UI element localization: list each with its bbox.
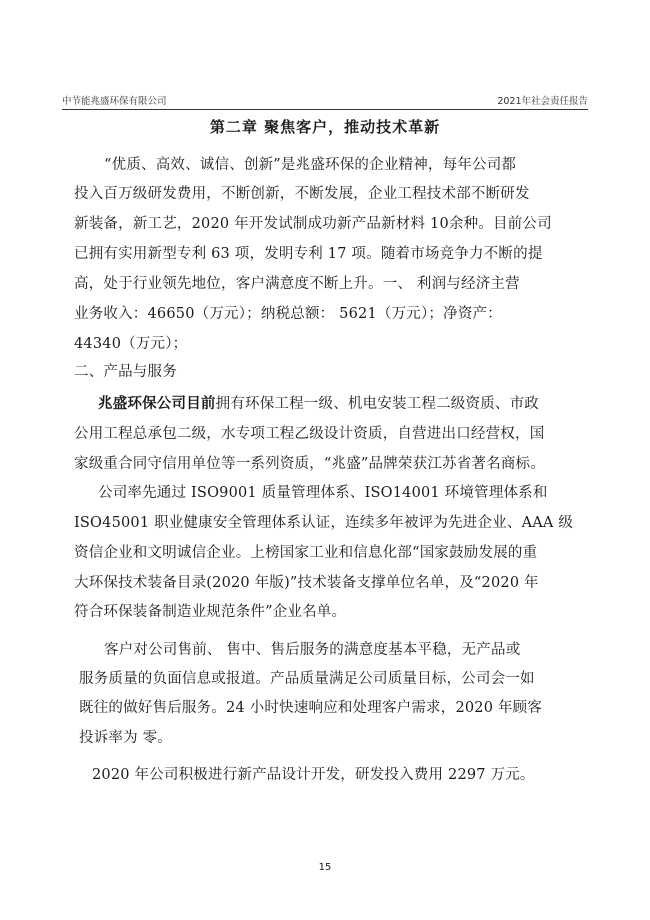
paragraph-line: 家级重合同守信用单位等一系列资质，“兆盛”品牌荣获江苏省著名商标。 bbox=[74, 456, 545, 472]
paragraph-line: 已拥有实用新型专利 63 项，发明专利 17 项。随着市场竞争力不断的提 bbox=[74, 246, 543, 262]
page-header bbox=[62, 93, 588, 110]
company-name-bold: 兆盛环保公司目前 bbox=[98, 395, 216, 412]
page-number: 15 bbox=[318, 862, 332, 873]
paragraph-line: 资信企业和文明诚信企业。上榜国家工业和信息化部“国家鼓励发展的重 bbox=[74, 545, 538, 561]
paragraph-line: 投入百万级研发费用，不断创新，不断发展，企业工程技术部不断研发 bbox=[74, 186, 530, 202]
chapter-title: 第二章 聚焦客户，推动技术革新 bbox=[209, 118, 441, 136]
paragraph-line: 服务质量的负面信息或报道。产品质量满足公司质量目标，公司会一如 bbox=[79, 671, 535, 687]
paragraph-line: “优质、高效、诚信、创新”是兆盛环保的企业精神，每年公司都 bbox=[104, 157, 517, 173]
paragraph-line bbox=[98, 392, 539, 413]
header-report-title: 2021年社会责任报告 bbox=[497, 96, 588, 107]
paragraph-line: 高，处于行业领先地位，客户满意度不断上升。一、 利润与经济主营 bbox=[74, 276, 520, 292]
header-company: 中节能兆盛环保有限公司 bbox=[62, 96, 167, 107]
paragraph-line: 客户对公司售前、 售中、售后服务的满意度基本平稳，无产品或 bbox=[104, 642, 521, 658]
paragraph-line: 2020 年公司积极进行新产品设计开发，研发投入费用 2297 万元。 bbox=[92, 767, 535, 783]
paragraph-line: 44340（万元）； bbox=[74, 336, 188, 352]
section-heading: 二、产品与服务 bbox=[74, 364, 177, 380]
paragraph-line: 业务收入：46650（万元）；纳税总额： 5621（万元）；净资产： bbox=[74, 306, 502, 322]
paragraph-line: 新装备，新工艺，2020 年开发试制成功新产品新材料 10余种。目前公司 bbox=[74, 216, 552, 232]
paragraph-line: 大环保技术装备目录(2020 年版)”技术装备支撑单位名单，及“2020 年 bbox=[74, 575, 539, 591]
paragraph-line: 投诉率为 零。 bbox=[79, 730, 173, 746]
paragraph-line: ISO45001 职业健康安全管理体系认证，连续多年被评为先进企业、AAA 级 bbox=[74, 515, 574, 531]
paragraph-line: 符合环保装备制造业规范条件”企业名单。 bbox=[74, 604, 347, 620]
paragraph-line: 公用工程总承包二级，水专项工程乙级设计资质，自营进出口经营权，国 bbox=[74, 426, 545, 442]
paragraph-line: 既往的做好售后服务。24 小时快速响应和处理客户需求，2020 年顾客 bbox=[79, 700, 543, 716]
paragraph-text: 拥有环保工程一级、机电安装工程二级资质、市政 bbox=[215, 396, 540, 412]
paragraph-line: 公司率先通过 ISO9001 质量管理体系、ISO14001 环境管理体系和 bbox=[98, 485, 548, 501]
